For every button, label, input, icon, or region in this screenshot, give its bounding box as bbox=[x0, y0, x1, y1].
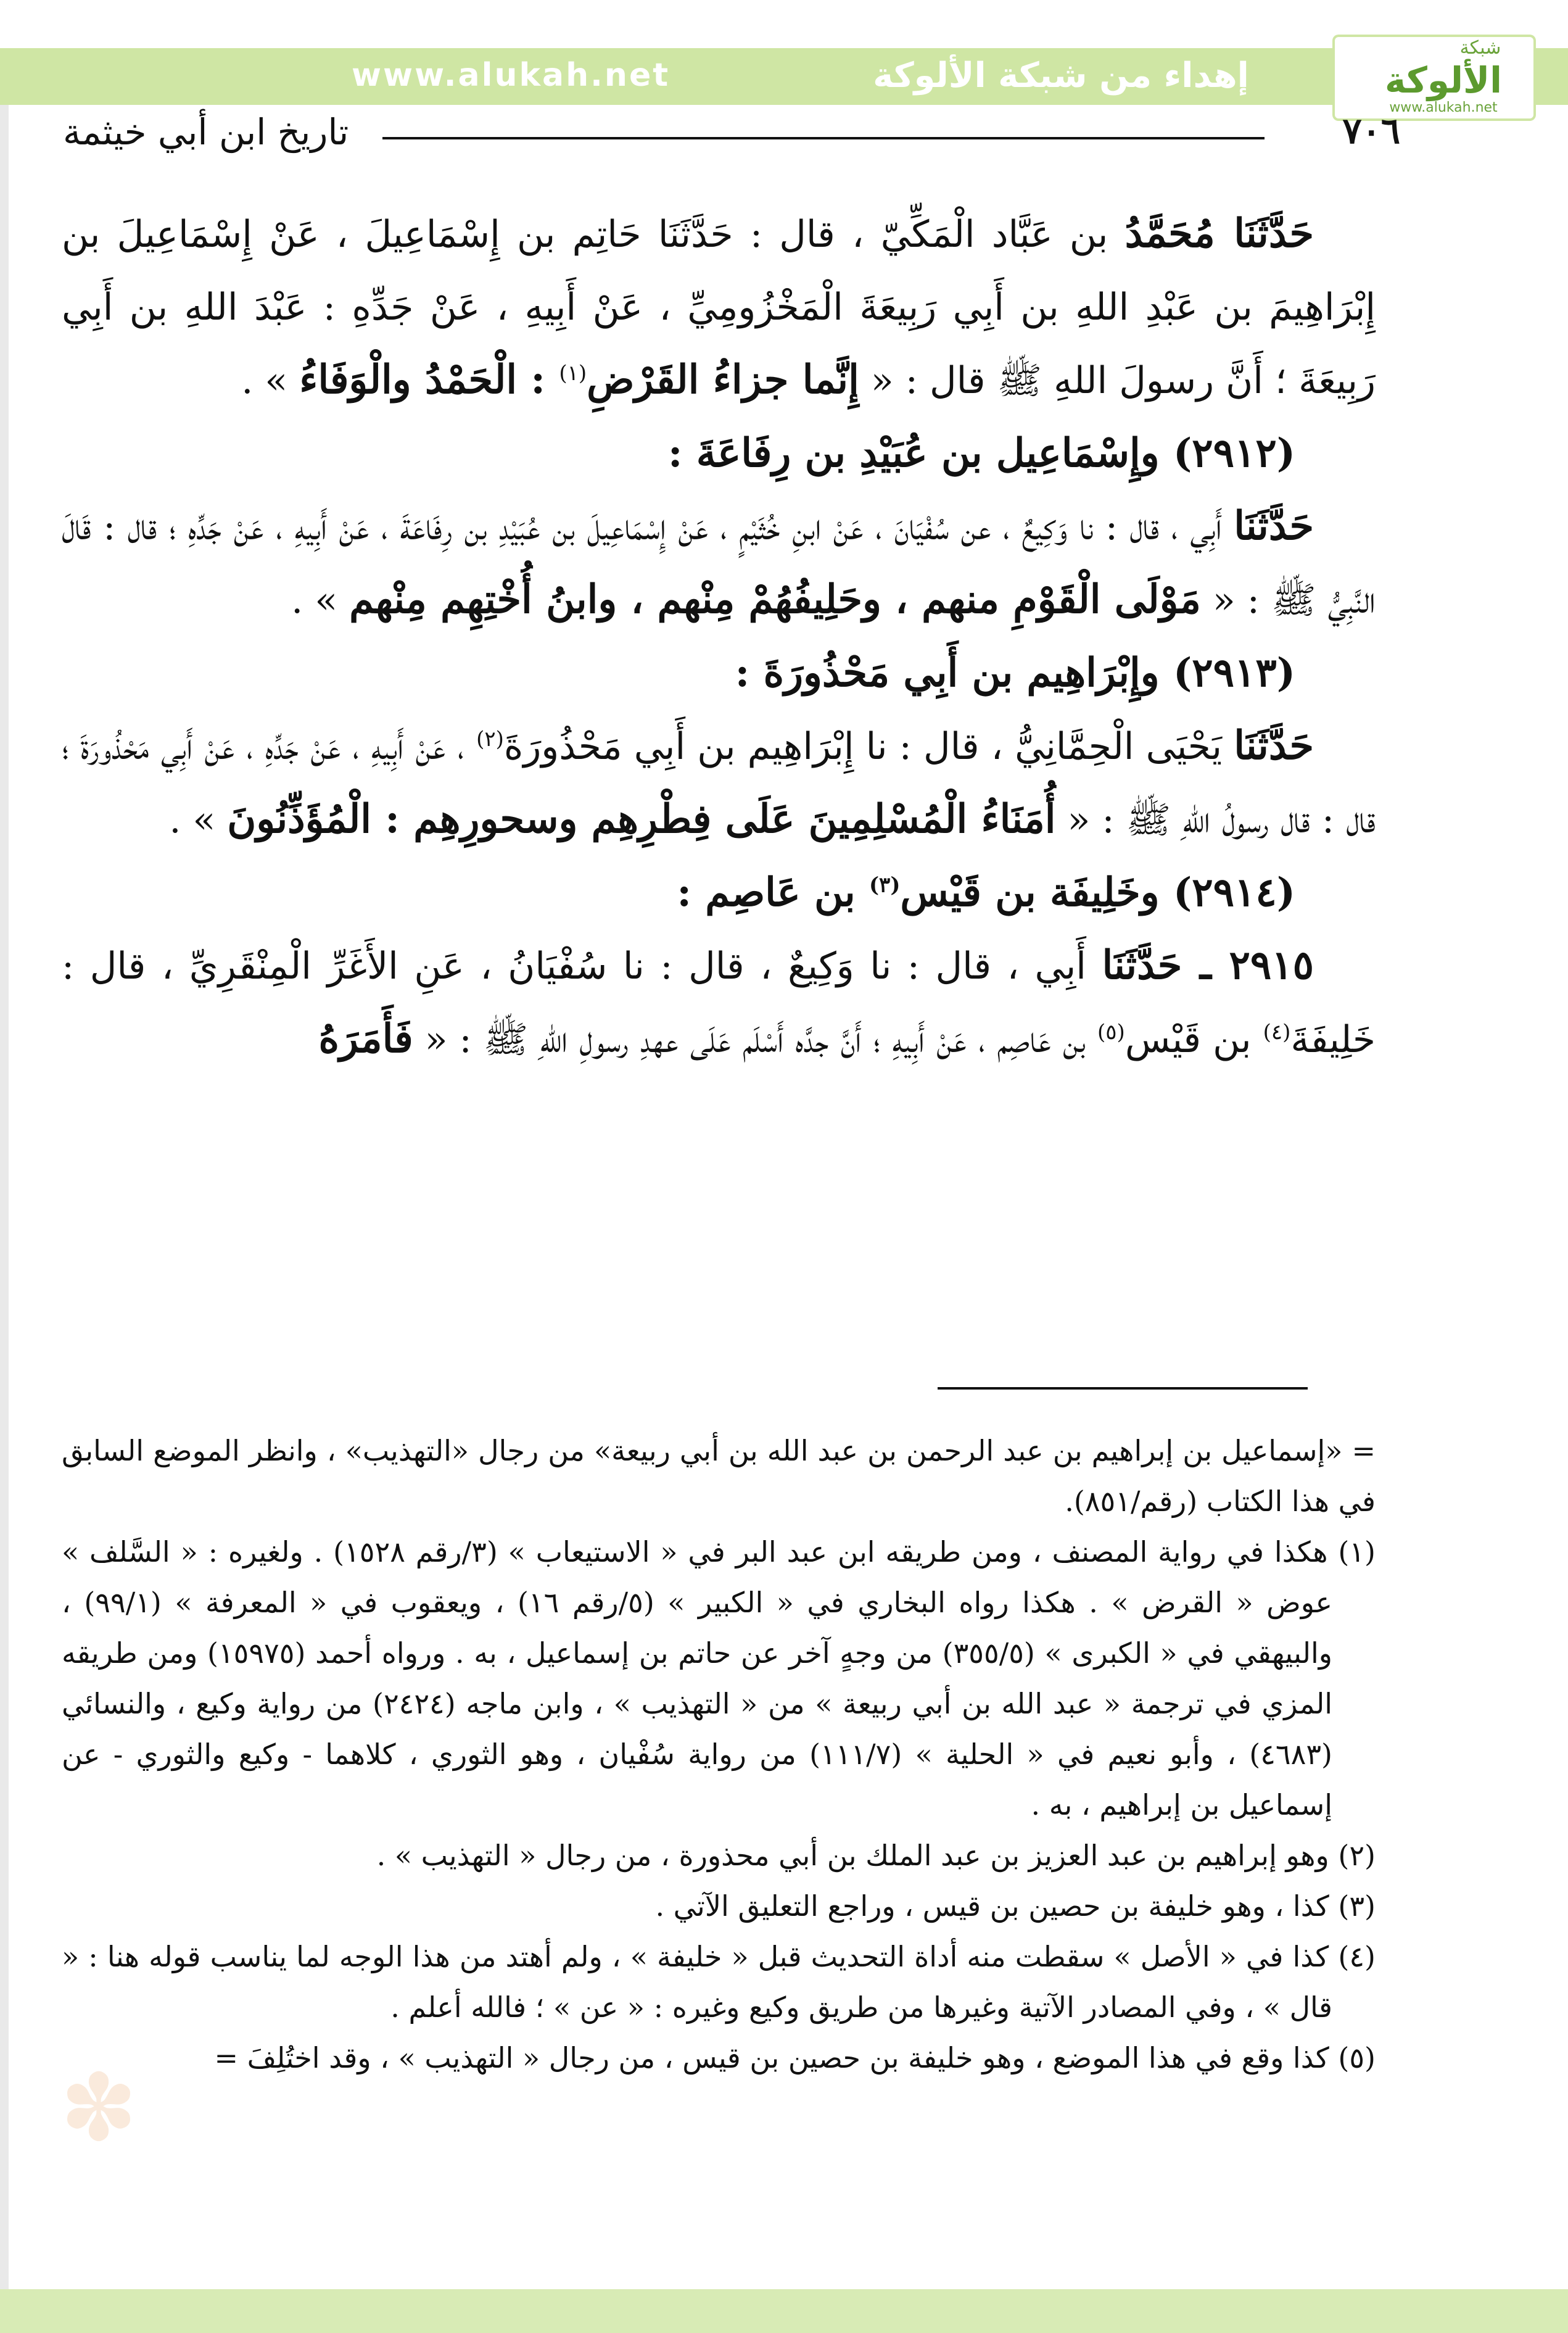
quote-close: » . bbox=[291, 579, 350, 622]
quote-close: » . bbox=[241, 359, 300, 402]
footnote-2: (٢) وهو إبراهيم بن عبد العزيز بن عبد الملك بن أبي محذورة ، من رجال « التهذيب » . bbox=[376, 1839, 1376, 1872]
bottom-bar bbox=[0, 2289, 1568, 2333]
footnote-4: (٤) كذا في « الأصل » سقطت منه أداة التحديث قبل « خليفة » ، ولم أهتد من هذا الوجه لما يناسب قوله هنا : « قال » ، وفي المصادر الآتية وغيرها من طريق وكيع وغيره : « عن » ؛ فالله أعلم . bbox=[62, 1940, 1376, 2024]
footnote-separator bbox=[938, 1387, 1308, 1390]
isnad-text: بن عَبَّاد الْمَكِّيّ ، قال : حَدَّثَنَا حَاتِم بن إِسْمَاعِيلَ ، عَنْ إِسْمَاعِيلَ بن إِبْرَاهِيمَ بن عَبْدِ اللهِ بن أَبِي رَبِيعَةَ الْمَخْزُومِيِّ ، عَنْ أَبِيهِ ، عَنْ جَدِّهِ : عَبْدَ اللهِ بن أَبِي رَبِيعَةَ ؛ أَنَّ رسولَ اللهِ ﷺ قال : « bbox=[62, 213, 1376, 402]
entry-title-2913: (٢٩١٣) وإِبْرَاهِيم بن أَبِي مَحْذُورَةَ : bbox=[735, 650, 1295, 696]
footnote-5: (٥) كذا وقع في هذا الموضع ، وهو خليفة بن حصين بن قيس ، من رجال « التهذيب » ، وقد اختُلِفَ = bbox=[214, 2041, 1376, 2074]
isnad-text: يَحْيَى الْحِمَّانِيُّ ، قال : نا إِبْرَاهِيم بن أَبِي مَحْذُورَةَ bbox=[503, 725, 1234, 768]
banner-gift-text: إهداء من شبكة الألوكة bbox=[873, 56, 1249, 96]
footnote-1: (١) هكذا في رواية المصنف ، ومن طريقه ابن عبد البر في « الاستيعاب » (٣/رقم ١٥٢٨) . ولغيره : « السَّلف » عوض « القرض » . هكذا رواه البخاري في « الكبير » (٥/رقم ١٦) ، ويعقوب في « المعرفة » (٩٩/١) ، والبيهقي في « الكبرى » (٣٥٥/٥) من وجهٍ آخر عن حاتم بن إسماعيل ، به . ورواه أحمد (١٥٩٧٥) ومن طريقه المزي في ترجمة « عبد الله بن أبي ربيعة » من « التهذيب » ، وابن ماجه (٢٤٢٤) من رواية وكيع ، والنسائي (٤٦٨٣) ، وأبو نعيم في « الحلية » (١١١/٧) من رواية سُفْيان ، وهو الثوري ، كلاهما - وكيع والثوري - عن إسماعيل بن إبراهيم ، به . bbox=[62, 1535, 1376, 1821]
footnote-ref-2[interactable]: (٢) bbox=[476, 727, 504, 752]
hadith-text: إِنَّما جزاءُ القَرْضِ bbox=[587, 357, 859, 403]
scan-edge bbox=[0, 105, 9, 2289]
quote-close: » . bbox=[169, 798, 228, 842]
footnote-ref-4[interactable]: (٤) bbox=[1263, 1020, 1291, 1045]
entry-title-2914 bbox=[62, 856, 1376, 929]
footnote-ref-5[interactable]: (٥) bbox=[1097, 1020, 1125, 1045]
haddathana-lead: حَدَّثَنَا bbox=[1234, 723, 1314, 769]
haddathana-lead: حَدَّثَنَا مُحَمَّدُ bbox=[1124, 210, 1314, 257]
isnad-text: بن عَاصِم ، عَنْ أَبِيهِ ؛ أَنَّ جدَّه أَسْلَم عَلَى عهدِ رسولِ اللهِ ﷺ : « bbox=[413, 1018, 1098, 1061]
paragraph-3 bbox=[62, 710, 1376, 856]
footnote-continuation: = «إسماعيل بن إبراهيم بن عبد الرحمن بن عبد الله بن أبي ربيعة» من رجال «التهذيب» ، وانظر الموضع السابق في هذا الكتاب (رقم/٨٥١). bbox=[62, 1434, 1376, 1518]
entry-title-text: بن عَاصِم : bbox=[677, 869, 869, 916]
isnad-text: بن قَيْس bbox=[1124, 1018, 1263, 1061]
haddathana-lead: حَدَّثَنَا bbox=[1234, 503, 1314, 549]
isnad-text: أَبِي ، قال : نا وَكِيعٌ ، عن سُفْيَانَ ، عَنْ ابنِ خُثَيْمٍ ، عَنْ إِسْمَاعِيلَ بن عُبَيْدِ بن رِفَاعَةَ ، عَنْ أَبِيهِ ، عَنْ جَدِّهِ ؛ قال : قَالَ النَّبِيُّ ﷺ : « bbox=[62, 505, 1376, 622]
main-text bbox=[62, 197, 1376, 1370]
footnote-ref-1[interactable]: (١) bbox=[559, 361, 587, 386]
logo-url-text: www.alukah.net bbox=[1389, 100, 1498, 115]
banner-url[interactable]: www.alukah.net bbox=[352, 57, 671, 94]
logo-main-text: الألوكة bbox=[1384, 59, 1503, 101]
footnotes bbox=[62, 1425, 1376, 2265]
watermark-icon: ✽ bbox=[60, 2055, 138, 2162]
hadith-text: مَوْلَى الْقَوْمِ منهم ، وحَلِيفُهُمْ مِنْهم ، وابنُ أُخْتِهِم مِنْهم bbox=[349, 576, 1201, 623]
running-title: تاريخ ابن أبي خيثمة bbox=[63, 111, 349, 153]
isnad-text: أَبِي ، قال : نا وَكِيعٌ ، قال : نا سُفْيَانُ ، عَنِ الأَغَرِّ الْمِنْقَرِيِّ ، قال : خَلِيفَةَ bbox=[62, 945, 1376, 1061]
hadith-text: : الْحَمْدُ والْوَفَاءُ bbox=[299, 357, 559, 403]
paragraph-4 bbox=[62, 929, 1376, 1076]
entry-number-2915: ٢٩١٥ ـ حَدَّثَنَا bbox=[1102, 942, 1314, 988]
footnote-ref-3[interactable]: (٣) bbox=[869, 872, 901, 898]
header-rule bbox=[382, 137, 1265, 139]
paragraph-1 bbox=[62, 197, 1376, 417]
hadith-text: أُمَنَاءُ الْمُسْلِمِينَ عَلَى فِطْرِهِم وسحورِهِم : الْمُؤَذِّنُونَ bbox=[227, 796, 1056, 842]
paragraph-2 bbox=[62, 490, 1376, 637]
entry-title-2912: (٢٩١٢) وإِسْمَاعِيل بن عُبَيْدِ بن رِفَاعَةَ : bbox=[667, 430, 1295, 476]
footnote-3: (٣) كذا ، وهو خليفة بن حصين بن قيس ، وراجع التعليق الآتي . bbox=[655, 1889, 1376, 1923]
isnad-text: ، عَنْ أَبِيهِ ، عَنْ جَدِّهِ ، عَنْ أَبِي مَحْذُورَةَ ؛ قال : قال رسولُ اللهِ ﷺ : « bbox=[62, 725, 1376, 842]
logo-top-text: شبكة bbox=[1459, 37, 1501, 59]
entry-title-text: (٢٩١٤) وخَلِيفَة بن قَيْس bbox=[900, 869, 1295, 916]
hadith-text: فَأَمَرَهُ bbox=[318, 1016, 413, 1062]
page-number: ٧٠٦ bbox=[1342, 110, 1400, 152]
